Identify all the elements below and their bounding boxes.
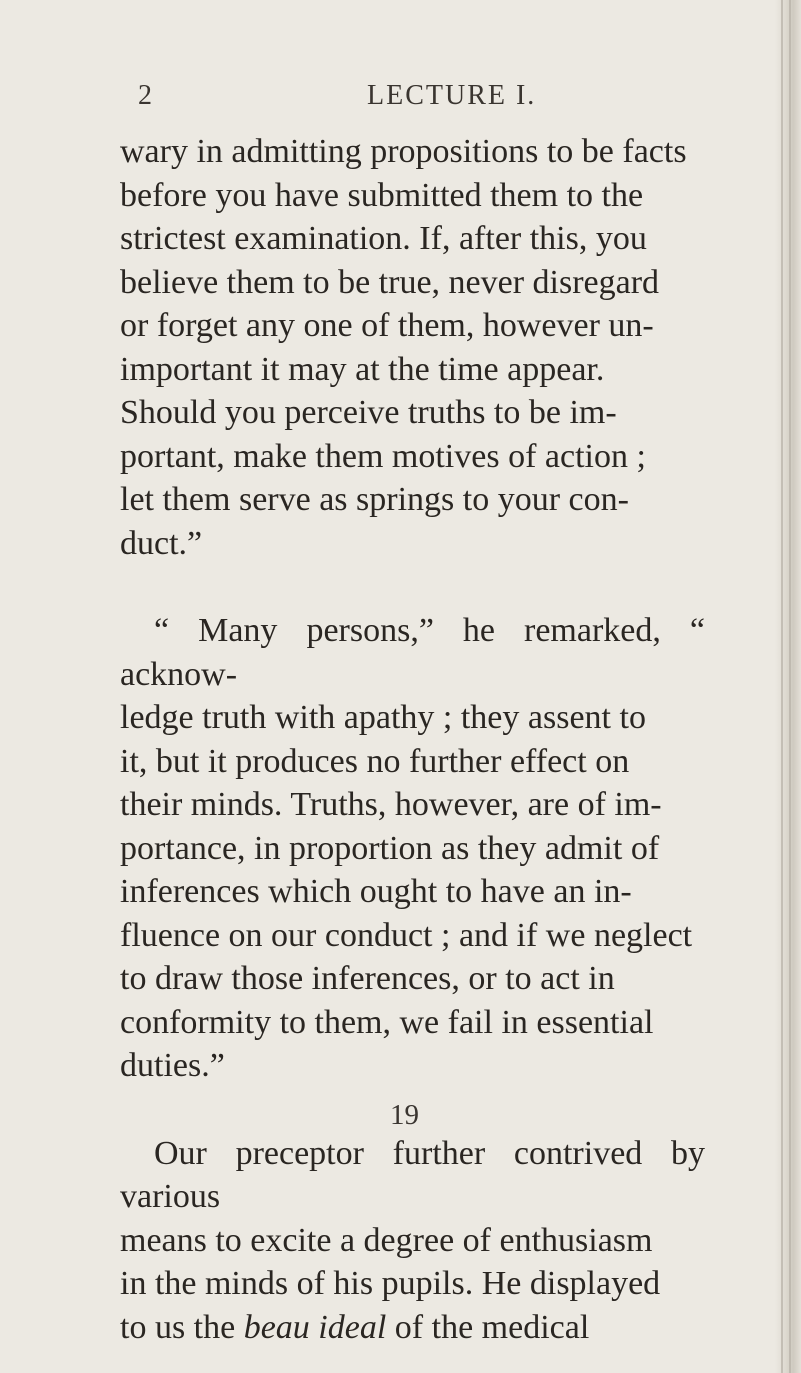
text-line: their minds. Truths, however, are of im- — [120, 786, 662, 823]
text-line: it, but it produces no further effect on — [120, 742, 630, 780]
text-line: important it may at the time appear. — [120, 350, 605, 388]
paragraph-3 — [120, 1132, 705, 1350]
page-header — [0, 78, 801, 118]
text-line: let them serve as springs to your con- — [120, 481, 629, 518]
folio-number: 19 — [390, 1099, 419, 1131]
italic-phrase: beau ideal — [243, 1308, 387, 1346]
page-number: 2 — [138, 80, 152, 111]
text-line: in the minds of his pupils. He displayed — [120, 1265, 661, 1302]
text-line: to draw those inferences, or to act in — [120, 960, 615, 997]
text-line: portant, make them motives of action ; — [120, 437, 646, 475]
page-edge — [775, 0, 801, 1373]
text-line: portance, in proportion as they admit of — [120, 829, 660, 867]
paragraph-2 — [120, 609, 705, 1088]
text-line: Our preceptor further contrived by various — [120, 1134, 705, 1215]
text-line: inferences which ought to have an in- — [120, 873, 632, 910]
text-line: duties.” — [120, 1047, 225, 1084]
text-line: fluence on our conduct ; and if we neglect — [120, 916, 693, 954]
text-line: “ Many persons,” he remarked, “ acknow- — [120, 612, 705, 693]
page-edge-line — [789, 0, 791, 1373]
body-text — [120, 130, 705, 1349]
paragraph-1 — [120, 130, 705, 565]
text-run: of the medical — [386, 1308, 590, 1346]
text-line: wary in admitting propositions to be facts — [120, 133, 687, 170]
text-line — [120, 1306, 705, 1350]
text-line: or forget any one of them, however un- — [120, 307, 654, 344]
page-edge-line — [781, 0, 783, 1373]
running-head: LECTURE I. — [367, 80, 537, 111]
text-line: means to excite a degree of enthusiasm — [120, 1221, 653, 1259]
text-line: ledge truth with apathy ; they assent to — [120, 699, 646, 736]
text-run: to us the — [120, 1308, 244, 1346]
text-line: duct.” — [120, 524, 203, 562]
text-line: strictest examination. If, after this, you — [120, 220, 647, 257]
text-line: before you have submitted them to the — [120, 176, 644, 214]
text-line: believe them to be true, never disregard — [120, 263, 660, 301]
text-line: Should you perceive truths to be im- — [120, 394, 617, 431]
text-line: conformity to them, we fail in essential — [120, 1003, 654, 1041]
